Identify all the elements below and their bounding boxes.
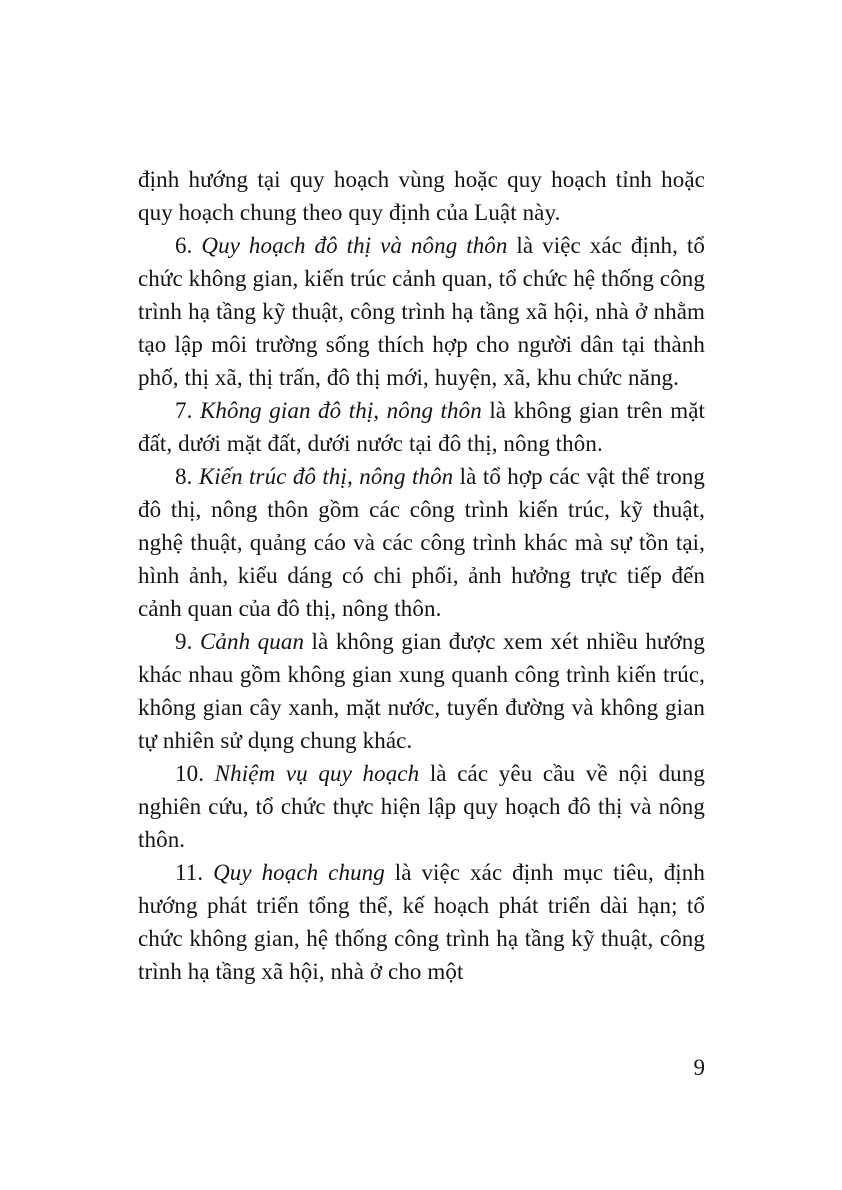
paragraph-text: là việc xác định, tổ chức không gian, kiến trúc cảnh quan, tổ chức hệ thống công trình hạ tầng kỹ thuật, công trình hạ tầng xã hội, nhà ở nhằm tạo lập môi trường sống thích hợp cho người dân tại thành phố, thị xã, thị trấn, đô thị mới, huyện, xã, khu chức năng. xyxy=(138,233,705,390)
defined-term: Kiến trúc đô thị, nông thôn xyxy=(198,464,454,489)
paragraph-clause-10 xyxy=(138,757,705,856)
paragraph-clause-11 xyxy=(138,856,705,988)
paragraph-clause-7 xyxy=(138,394,705,460)
paragraph-text: là không gian trên mặt đất, dưới mặt đất, dưới nước tại đô thị, nông thôn. xyxy=(138,398,705,456)
defined-term: Không gian đô thị, nông thôn xyxy=(199,398,482,423)
page-number: 9 xyxy=(693,1055,705,1080)
defined-term: Quy hoạch chung xyxy=(213,860,385,885)
paragraph-clause-8 xyxy=(138,460,705,625)
defined-term: Quy hoạch đô thị và nông thôn xyxy=(201,233,508,258)
paragraph-text: là việc xác định mục tiêu, định hướng phát triển tổng thể, kế hoạch phát triển dài hạn; tổ chức không gian, hệ thống công trình hạ tầng kỹ thuật, công trình hạ tầng xã hội, nhà ở cho một xyxy=(138,860,705,984)
defined-term: Cảnh quan xyxy=(199,629,305,654)
paragraph-text: là tổ hợp các vật thể trong đô thị, nông thôn gồm các công trình kiến trúc, kỹ thuật, nghệ thuật, quảng cáo và các công trình khác mà sự tồn tại, hình ảnh, kiểu dáng có chi phối, ảnh hưởng trực tiếp đến cảnh quan của đô thị, nông thôn. xyxy=(138,464,706,621)
paragraph-text: định hướng tại quy hoạch vùng hoặc quy hoạch tỉnh hoặc quy hoạch chung theo quy định của Luật này. xyxy=(138,167,705,225)
paragraph-clause-6 xyxy=(138,229,705,394)
page-body-text xyxy=(138,163,705,988)
paragraph-text: là các yêu cầu về nội dung nghiên cứu, tổ chức thực hiện lập quy hoạch đô thị và nông thôn. xyxy=(138,761,705,852)
clause-number: 7. xyxy=(175,398,200,423)
paragraph-text: là không gian được xem xét nhiều hướng khác nhau gồm không gian xung quanh công trình kiến trúc, không gian cây xanh, mặt nước, tuyến đường và không gian tự nhiên sử dụng chung khác. xyxy=(138,629,705,753)
clause-number: 11. xyxy=(175,860,214,885)
defined-term: Nhiệm vụ quy hoạch xyxy=(214,761,420,786)
clause-number: 8. xyxy=(175,464,199,489)
clause-number: 6. xyxy=(175,233,202,258)
paragraph-continuation xyxy=(138,163,705,229)
clause-number: 10. xyxy=(175,761,215,786)
paragraph-clause-9 xyxy=(138,625,705,757)
clause-number: 9. xyxy=(175,629,200,654)
